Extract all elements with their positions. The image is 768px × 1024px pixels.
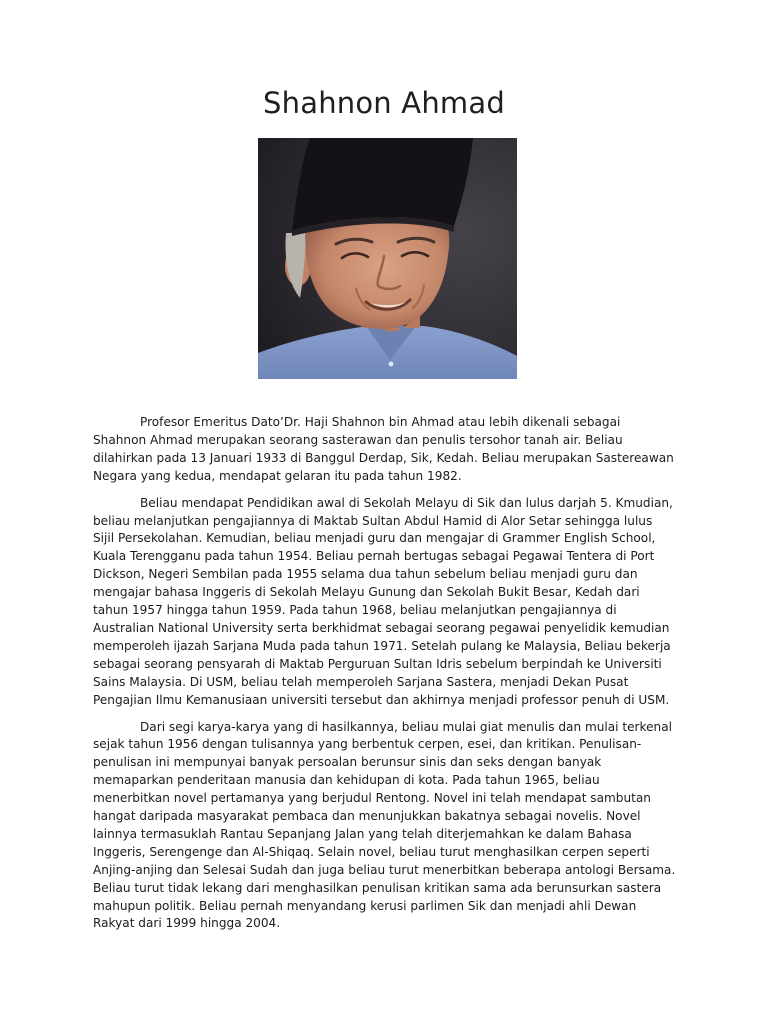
paragraph-works: Dari segi karya-karya yang di hasilkannya, beliau mulai giat menulis dan mulai terkenal sejak tahun 1956 dengan tulisannya yang berbentuk cerpen, esei, dan kritikan. Penulisan-penulisan ini mempunyai banyak persoalan berunsur sinis dan seks dengan banyak memaparkan penderitaan manusia dan kehidupan di kota. Pada tahun 1965, beliau menerbitkan novel pertamanya yang berjudul Rentong. Novel ini telah mendapat sambutan hangat daripada masyarakat pembaca dan menunjukkan bakatnya sebagai novelis. Novel lainnya termasuklah Rantau Sepanjang Jalan yang telah diterjemahkan ke dalam Bahasa Inggeris, Serengenge dan Al-Shiqaq. Selain novel, beliau turut menghasilkan cerpen seperti Anjing-anjing dan Selesai Sudah dan juga beliau turut menerbitkan beberapa antologi Bersama. Beliau turut tidak lekang dari menghasilkan penulisan kritikan sama ada berunsurkan sastera mahupun politik. Beliau pernah menyandang kerusi parlimen Sik dan menjadi ahli Dewan Rakyat dari 1999 hingga 2004.: [93, 719, 676, 931]
portrait-photo: [258, 138, 517, 379]
paragraph-intro: Profesor Emeritus Dato’Dr. Haji Shahnon bin Ahmad atau lebih dikenali sebagai Shahnon Ahmad merupakan seorang sasterawan dan penulis tersohor tanah air. Beliau dilahirkan pada 13 Januari 1933 di Banggul Derdap, Sik, Kedah. Beliau merupakan Sastereawan Negara yang kedua, mendapat gelaran itu pada tahun 1982.: [93, 415, 674, 483]
paragraph-education-career: Beliau mendapat Pendidikan awal di Sekolah Melayu di Sik dan lulus darjah 5. Kmudian, beliau melanjutkan pengajiannya di Maktab Sultan Abdul Hamid di Alor Setar sehingga lulus Sijil Persekolahan. Kemudian, beliau menjadi guru dan mengajar di Grammer English School, Kuala Terengganu pada tahun 1954. Beliau pernah bertugas sebagai Pegawai Tentera di Port Dickson, Negeri Sembilan pada 1955 selama dua tahun sebelum beliau menjadi guru dan mengajar bahasa Inggeris di Sekolah Melayu Gunung dan Sekolah Bukit Besar, Kedah dari tahun 1957 hingga tahun 1959. Pada tahun 1968, beliau melanjutkan pengajiannya di Australian National University serta berkhidmat sebagai seorang pegawai penyelidik kemudian memperoleh ijazah Sarjana Muda pada tahun 1971. Setelah pulang ke Malaysia, Beliau bekerja sebagai seorang pensyarah di Maktab Perguruan Sultan Idris sebelum berpindah ke Universiti Sains Malaysia. Di USM, beliau telah memperoleh Sarjana Sastera, menjadi Dekan Pusat Pengajian Ilmu Kemanusiaan universiti tersebut dan akhirnya menjadi professor penuh di USM.: [93, 495, 673, 707]
page-title: Shahnon Ahmad: [263, 86, 505, 120]
biography-text: [93, 414, 676, 942]
